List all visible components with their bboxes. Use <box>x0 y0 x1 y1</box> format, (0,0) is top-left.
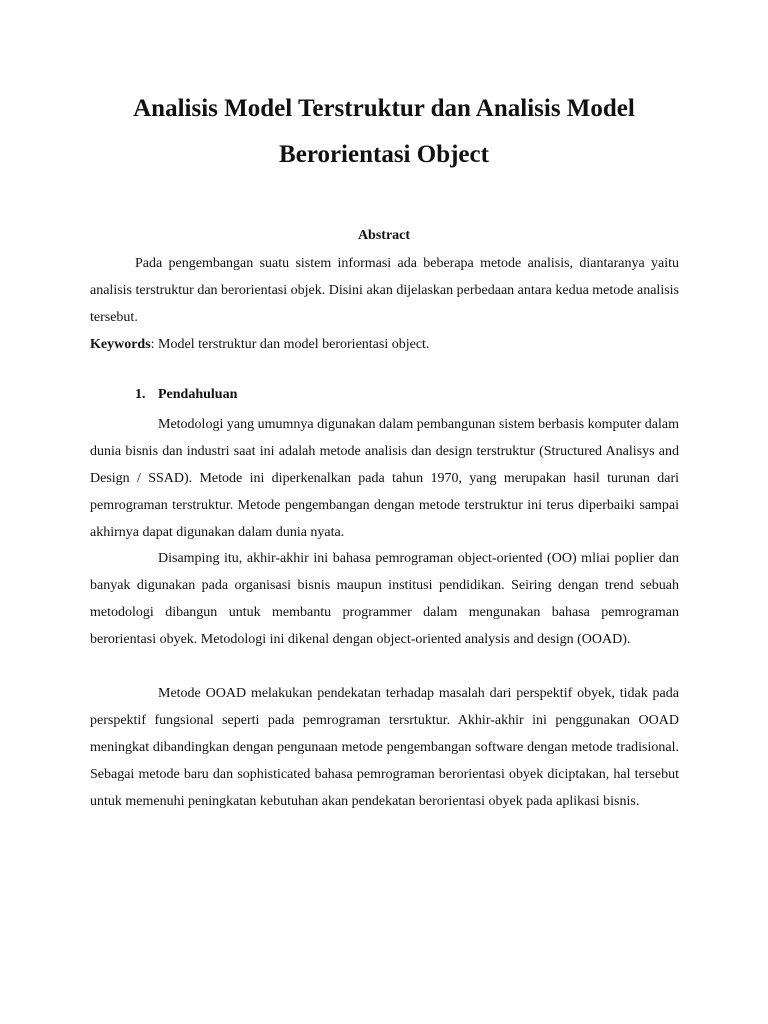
keywords-label: Keywords <box>90 337 151 352</box>
document-title-line-2: Berorientasi Object <box>279 141 489 168</box>
section-paragraph-1: Metodologi yang umumnya digunakan dalam pembangunan sistem berbasis komputer dalam dunia bisnis dan industri saat ini adalah metode analisis dan design terstruktur (Structured Analisys and Design / SSAD). Metode ini diperkenalkan pada tahun 1970, yang merupakan hasil turunan dari pemrograman terstruktur. Metode pengembangan dengan metode terstruktur ini terus diperbaiki sampai akhirnya dapat digunakan dalam dunia nyata. <box>90 417 679 540</box>
abstract-text: Pada pengembangan suatu sistem informasi ada beberapa metode analisis, diantaranya yaitu analisis terstruktur dan berorientasi objek. Disini akan dijelaskan perbedaan antara kedua metode analisis tersebut. <box>90 256 679 325</box>
section-paragraph-2: Disamping itu, akhir-akhir ini bahasa pemrograman object-oriented (OO) mliai poplier dan banyak digunakan pada organisasi bisnis maupun institusi pendidikan. Seiring dengan trend sebuah metodologi dibangun untuk membantu programmer dalam mengunakan bahasa pemrograman berorientasi obyek. Metodologi ini dikenal dengan object-oriented analysis and design (OOAD). <box>90 551 679 647</box>
section-heading-pendahuluan <box>135 386 237 404</box>
keywords-line <box>90 331 679 358</box>
section-number: 1. <box>135 387 146 402</box>
document-title-line-1: Analisis Model Terstruktur dan Analisis Model <box>133 95 635 122</box>
keywords-text: : Model terstruktur dan model berorientasi object. <box>150 337 430 352</box>
section-paragraph-3: Metode OOAD melakukan pendekatan terhadap masalah dari perspektif obyek, tidak pada perspektif fungsional seperti pada pemrograman tersrtuktur. Akhir-akhir ini penggunakan OOAD meningkat dibandingkan dengan pengunaan metode pengembangan software dengan metode tradisional. Sebagai metode baru dan sophisticated bahasa pemrograman berorientasi obyek diciptakan, hal tersebut untuk memenuhi peningkatan kebutuhan akan pendekatan berorientasi obyek pada aplikasi bisnis. <box>90 686 679 809</box>
abstract-heading: Abstract <box>357 228 411 243</box>
section-title: Pendahuluan <box>158 387 238 402</box>
